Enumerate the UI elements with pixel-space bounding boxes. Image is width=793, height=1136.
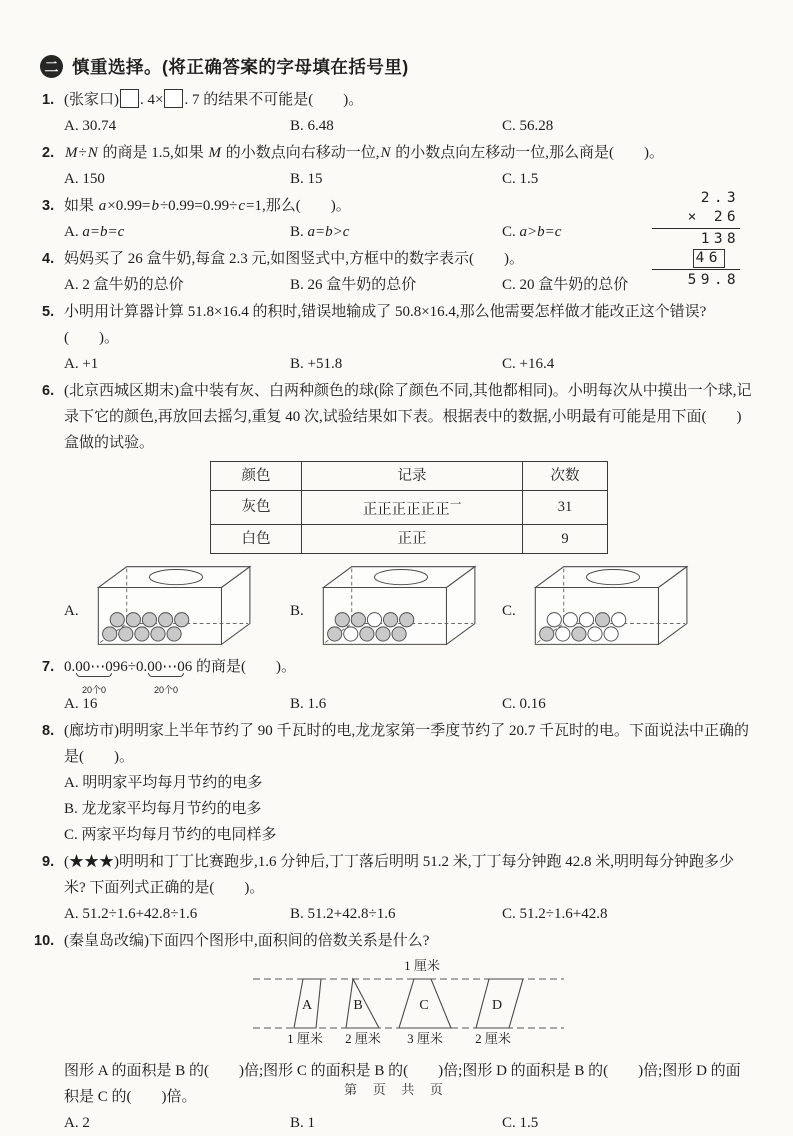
section-title: 慎重选择。(将正确答案的字母填在括号里) [72, 57, 409, 77]
option-label: A. [64, 224, 83, 240]
option-c: C. 20 盒牛奶的总价 [502, 277, 629, 293]
variable: M [208, 145, 222, 161]
option-value: a=b>c [307, 224, 350, 240]
question-8-stem: (廊坊市)明明家上半年节约了 90 千瓦时的电,龙龙家第一季度节约了 20.7 千瓦时的电。下面说法中正确的是( )。 [64, 722, 749, 765]
blank-box-icon [120, 89, 139, 108]
option-c: C. 51.2÷1.6+42.8 [502, 905, 608, 922]
stem-text: 96÷0. [112, 658, 148, 675]
question-2-options [64, 166, 753, 192]
stem-text: . 7 的结果不可能是( )。 [184, 92, 364, 108]
vm-multiplier: × 26 [687, 209, 740, 225]
question-5-stem: 小明用计算器计算 51.8×16.4 的积时,错误地输成了 50.8×16.4,那么他需要怎样做才能改正这个错误? ( )。 [64, 304, 707, 346]
question-3-options [64, 219, 753, 245]
question-8 [40, 718, 753, 848]
option-c: C. +16.4 [502, 356, 555, 372]
shape-letter: B [353, 997, 363, 1013]
option-b: B. 15 [290, 171, 323, 187]
option-a: A. 16 [64, 695, 98, 712]
option-c: C. 两家平均每月节约的电同样多 [64, 826, 277, 843]
zeros-group [147, 654, 185, 695]
variable: c [238, 198, 246, 214]
option-a [64, 219, 290, 245]
option-b: B. 1.6 [290, 695, 327, 712]
option-a: A. +1 [64, 356, 99, 372]
shapes-figure-svg [246, 957, 576, 1047]
vertical-multiplication-figure [652, 189, 740, 290]
stem-text: (张家口) [64, 92, 119, 108]
question-10-number: 10. [34, 932, 55, 949]
base-measure-label: 2 厘米 [345, 1030, 381, 1046]
stem-text: 的商是 1.5,如果 [98, 145, 208, 161]
column-header-color: 颜色 [211, 462, 302, 491]
question-3-number: 3. [42, 198, 55, 214]
vm-boxed-digits: 46 [693, 249, 725, 268]
shape-letter: D [491, 997, 503, 1013]
option-b: B. 龙龙家平均每月节约的电多 [64, 800, 262, 817]
stem-text: . 4× [140, 92, 164, 108]
option-c: C. 1.5 [502, 1114, 539, 1131]
shape-letter: A [301, 997, 313, 1013]
question-4-stem: 妈妈买了 26 盒牛奶,每盒 2.3 元,如图竖式中,方框中的数字表示( )。 [64, 251, 524, 267]
stem-text: 0. [64, 658, 76, 675]
variable: N [380, 145, 391, 161]
question-6 [40, 378, 753, 651]
base-measure-label: 2 厘米 [475, 1030, 511, 1046]
option-b: B. 1 [290, 1114, 316, 1131]
vm-partial-product-2 [652, 249, 740, 268]
tally-extra-stroke: 一 [449, 498, 462, 511]
variable: b [151, 198, 159, 214]
option-a: A. 明明家平均每月节约的电多 [64, 774, 263, 791]
zeros-group [75, 654, 113, 695]
cell-color: 灰色 [211, 491, 302, 525]
column-header-record: 记录 [302, 462, 523, 491]
blank-box-icon [164, 89, 183, 108]
ball-box-b-figure [306, 561, 496, 651]
cell-count: 31 [523, 491, 608, 525]
question-9 [40, 849, 753, 927]
section-number-icon: 二 [40, 55, 63, 78]
question-1-number: 1. [42, 92, 55, 108]
box-label: A. [64, 602, 79, 619]
base-measure-label: 1 厘米 [287, 1030, 323, 1046]
option-value: a=b=c [82, 224, 125, 240]
shape-letter: C [419, 997, 429, 1013]
question-3-4-block [40, 190, 753, 298]
option-c: C. 1.5 [502, 171, 539, 187]
question-2-number: 2. [42, 145, 55, 161]
stem-text: 如果 [64, 198, 98, 214]
stem-text: 6 的商是( )。 [184, 658, 296, 675]
option-value: a>b=c [519, 224, 562, 240]
ball-box-options [64, 561, 753, 651]
page-footer: 第 页 共 页 [344, 1082, 449, 1097]
option-b: B. 6.48 [290, 118, 334, 134]
box-option-b [290, 561, 502, 651]
box-option-c [502, 561, 753, 651]
question-3-stem [64, 193, 753, 219]
vm-partial-product-1: 138 [700, 231, 740, 247]
stem-text: 的小数点向右移动一位, [222, 145, 380, 161]
option-a: A. 2 盒牛奶的总价 [64, 277, 184, 293]
cell-record: 正正 [302, 524, 523, 553]
question-10-fill-text: 图形 A 的面积是 B 的( )倍;图形 C 的面积是 B 的( )倍;图形 D 的面积是 B 的( )倍;图形 D 的面积是 C 的( )倍。 [64, 1062, 741, 1105]
vm-multiplicand: 2.3 [700, 190, 740, 206]
option-b: B. +51.8 [290, 356, 343, 372]
table-row [211, 491, 608, 525]
box-label: B. [290, 602, 304, 619]
zeros-text: 00⋯0 [75, 658, 113, 675]
option-b: B. 26 盒牛奶的总价 [290, 277, 417, 293]
question-2-stem [64, 140, 753, 166]
option-c: C. 56.28 [502, 118, 554, 134]
top-measure-label: 1 厘米 [404, 957, 440, 973]
question-1 [40, 87, 753, 139]
stem-text: =1,那么( )。 [246, 198, 351, 214]
base-measure-label: 3 厘米 [407, 1030, 443, 1046]
question-9-options [64, 901, 753, 927]
option-b: B. 51.2+42.8÷1.6 [290, 905, 396, 922]
stem-text: ×0.99= [107, 198, 151, 214]
cell-record [302, 491, 523, 525]
question-5-options [64, 351, 753, 377]
table-header-row [211, 462, 608, 491]
underbrace-label: 20个0 [153, 684, 178, 695]
stem-text: ÷0.99=0.99÷ [159, 198, 238, 214]
option-a: A. 51.2÷1.6+42.8÷1.6 [64, 905, 198, 922]
question-5 [40, 299, 753, 377]
variable: a [98, 198, 107, 214]
question-8-number: 8. [42, 722, 55, 739]
variable: N [87, 145, 98, 161]
option-a: A. 30.74 [64, 118, 117, 134]
question-4-number: 4. [42, 251, 55, 267]
question-7 [40, 654, 753, 717]
question-3 [40, 193, 753, 245]
option-label: C. [502, 224, 520, 240]
option-a: A. 150 [64, 171, 105, 187]
tally-table [210, 461, 608, 554]
vm-rule [652, 269, 740, 270]
vm-rule [652, 228, 740, 229]
question-10 [34, 928, 753, 1136]
question-9-stem: (★★★)明明和丁丁比赛跑步,1.6 分钟后,丁丁落后明明 51.2 米,丁丁每分钟跑 42.8 米,明明每分钟跑多少米? 下面列式正确的是( )。 [64, 853, 734, 896]
question-1-stem [64, 87, 753, 113]
vm-product: 59.8 [687, 272, 740, 288]
ball-box-a-figure [81, 561, 271, 651]
question-9-number: 9. [42, 853, 55, 870]
stem-text: 的小数点向左移动一位,那么商是( )。 [391, 145, 665, 161]
question-7-stem [64, 654, 753, 695]
table-row [211, 524, 608, 553]
question-1-options [64, 113, 753, 139]
question-6-number: 6. [42, 383, 55, 399]
cell-color: 白色 [211, 524, 302, 553]
question-4 [40, 246, 753, 298]
question-6-stem: (北京西城区期末)盒中装有灰、白两种颜色的球(除了颜色不同,其他都相同)。小明每次从中摸出一个球,记录下它的颜色,再放回去摇匀,重复 40 次,试验结果如下表。根据表中的数据,小明最有可能是用下面( )盒做的试验。 [64, 383, 752, 451]
question-7-number: 7. [42, 658, 55, 675]
variable: M [65, 145, 78, 161]
option-a: A. 2 [64, 1114, 90, 1131]
zeros-text: 00⋯0 [147, 658, 185, 675]
tally-marks: 正正正正正正 [362, 501, 450, 518]
ball-box-c-figure [518, 561, 708, 651]
column-header-count: 次数 [523, 462, 608, 491]
question-4-options [64, 272, 753, 298]
underbrace-label: 20个0 [81, 684, 107, 695]
cell-count: 9 [523, 524, 608, 553]
shapes-figure [246, 957, 753, 1056]
option-b [290, 219, 502, 245]
question-10-options [64, 1110, 753, 1136]
section-header [40, 54, 753, 79]
question-2 [40, 140, 753, 192]
option-c: C. 0.16 [502, 695, 546, 712]
question-10-stem: (秦皇岛改编)下面四个图形中,面积间的倍数关系是什么? [64, 932, 430, 949]
box-label: C. [502, 602, 516, 619]
option-label: B. [290, 224, 308, 240]
question-5-number: 5. [42, 304, 55, 320]
stem-text: ÷ [78, 145, 87, 161]
box-option-a [64, 561, 290, 651]
